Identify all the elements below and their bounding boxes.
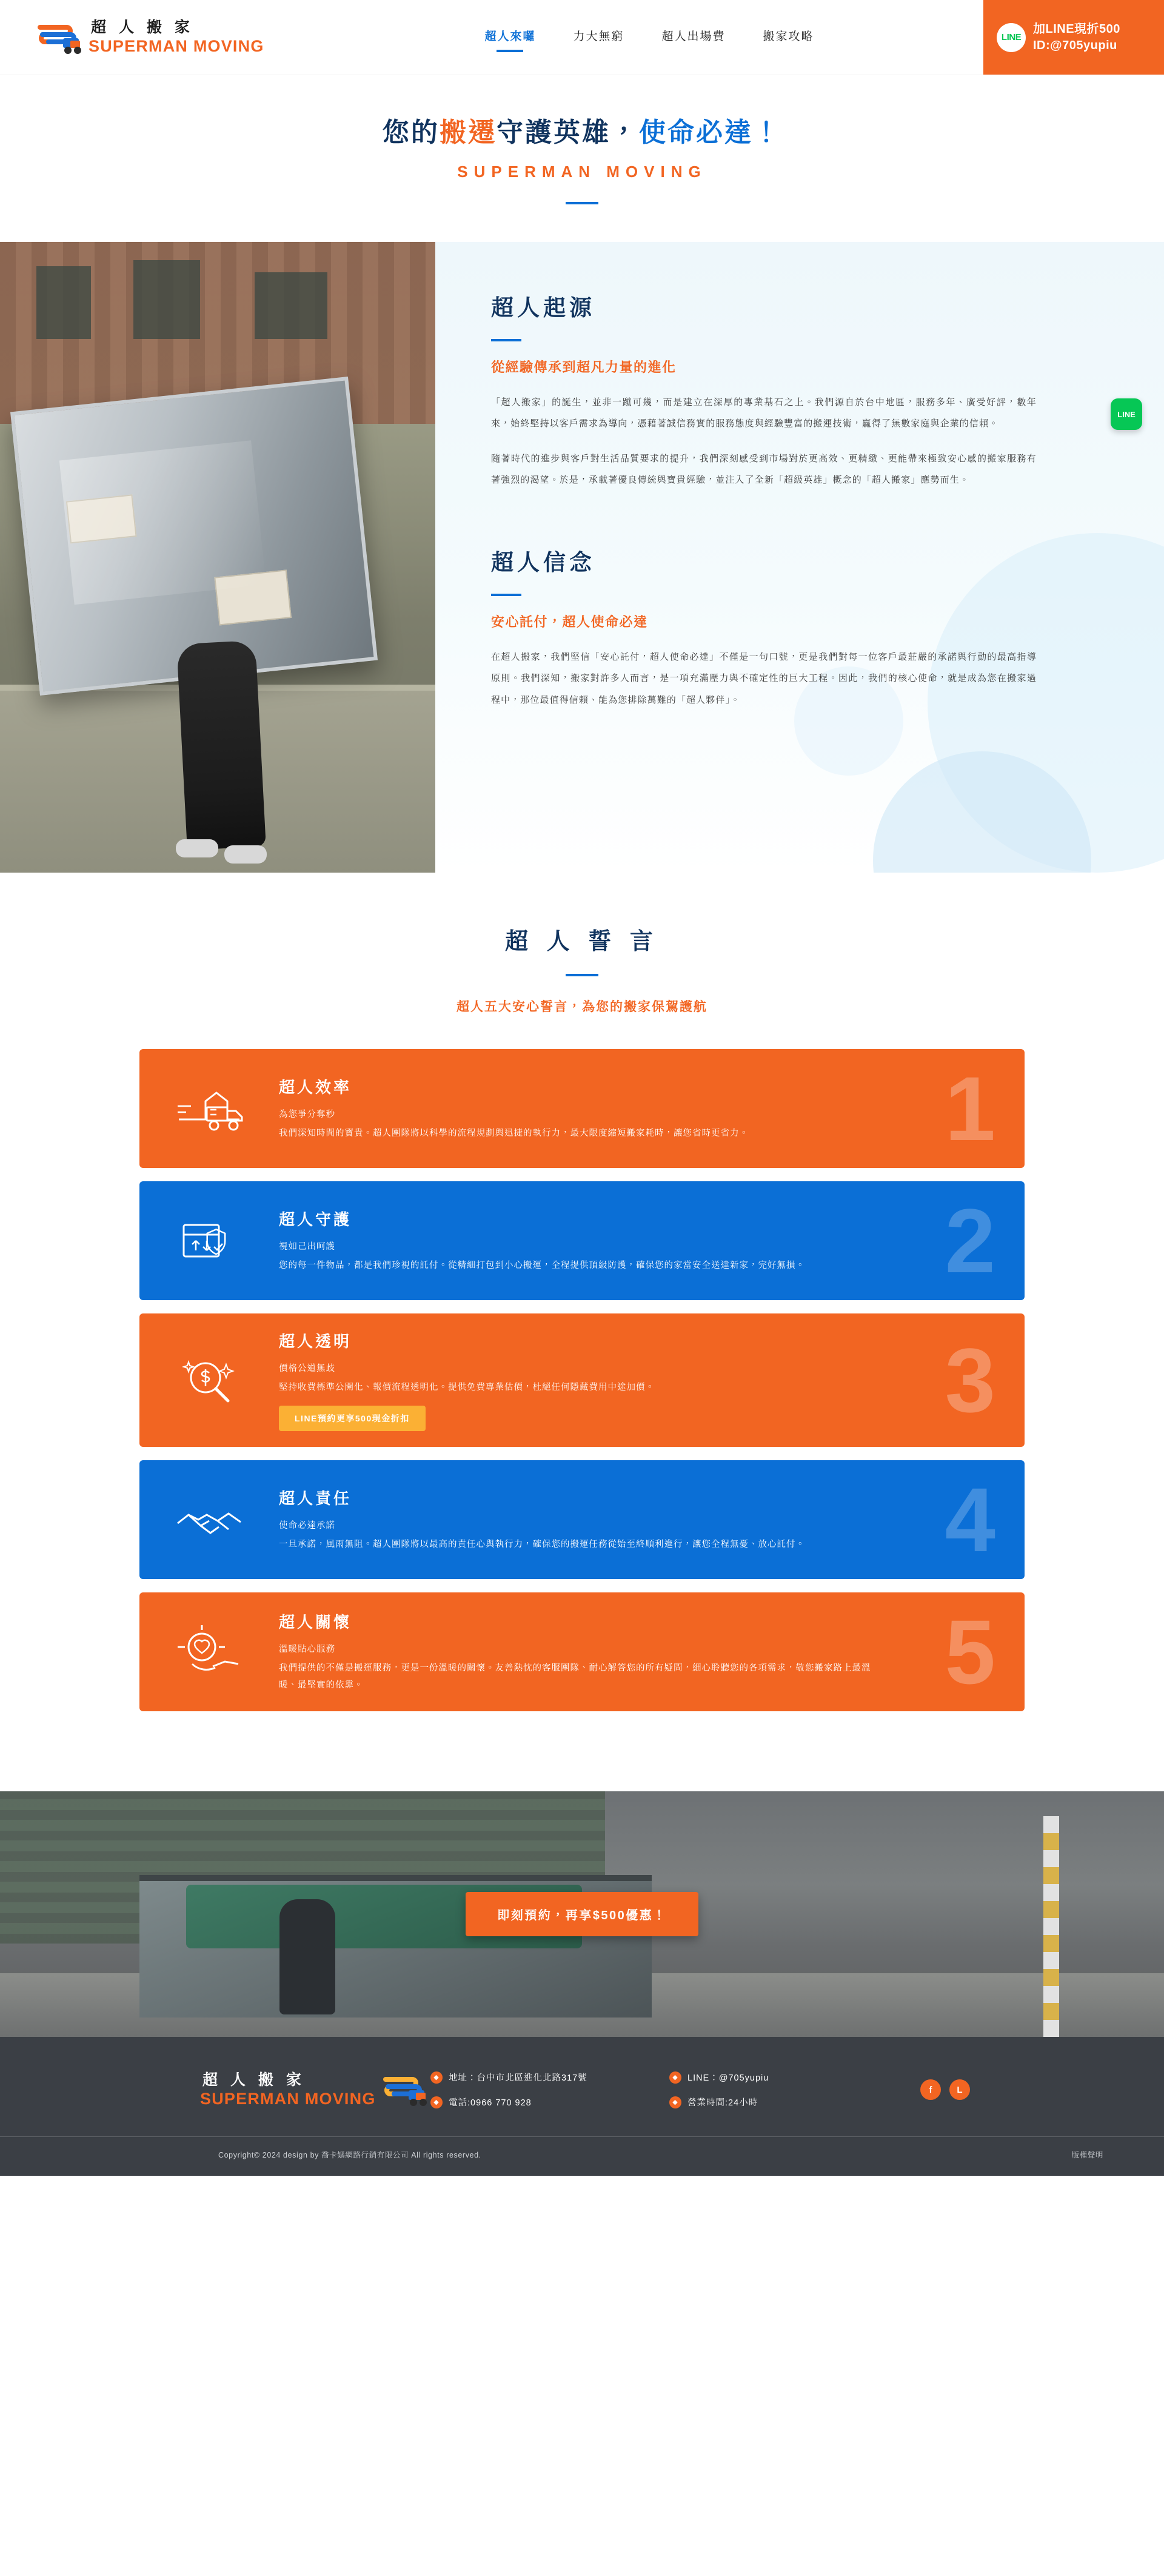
story-subheading-belief: 安心託付，超人使命必達 — [491, 614, 648, 629]
story-heading-belief: 超人信念 — [491, 550, 595, 575]
copyright-text: Copyright© 2024 design by 喬卡媽網路行銷有限公司 All rights reserved. — [218, 2151, 481, 2160]
price-magnifier-icon — [139, 1352, 279, 1408]
clock-icon: ◆ — [669, 2096, 681, 2108]
main-nav — [340, 0, 983, 75]
card-title: 超人透明 — [279, 1332, 352, 1350]
page-title — [0, 110, 1164, 149]
logo-name-en: SUPERMAN MOVING — [89, 37, 264, 55]
pledge-card-care — [139, 1592, 1025, 1711]
story-block-origin — [491, 289, 1037, 491]
story-rule — [491, 594, 521, 596]
card-lead: 價格公道無歧 — [279, 1364, 335, 1374]
footer-social-links — [920, 2079, 1025, 2100]
site-footer — [0, 2037, 1164, 2176]
card-title: 超人守護 — [279, 1210, 352, 1229]
moving-truck-logo-icon — [382, 2071, 429, 2108]
hand-heart-care-icon — [139, 1624, 279, 1680]
privacy-link[interactable]: 版權聲明 — [1071, 2151, 1103, 2160]
location-pin-icon: ◆ — [430, 2071, 443, 2084]
mover-carrying-crate-photo — [0, 242, 435, 873]
truck-house-speed-icon — [139, 1081, 279, 1136]
nav-item-pricing[interactable]: 超人出場費 — [661, 30, 726, 43]
pledge-divider — [566, 974, 598, 976]
line-cta-line2: ID:@705yupiu — [1033, 38, 1117, 52]
footer-address-text: 地址：台中市北區進化北路317號 — [449, 2073, 587, 2084]
nav-item-home[interactable]: 超人來囉 — [483, 22, 537, 52]
card-lead: 使命必達承諾 — [279, 1521, 335, 1531]
pledge-card-responsibility — [139, 1460, 1025, 1579]
hero-divider — [566, 202, 598, 204]
phone-icon: ◆ — [430, 2096, 443, 2108]
story-subheading-origin: 從經驗傳承到超凡力量的進化 — [491, 360, 677, 375]
handshake-icon — [139, 1492, 279, 1548]
pledge-heading: 超 人 誓 言 — [505, 929, 659, 954]
card-title: 超人效率 — [279, 1078, 352, 1096]
hero-subtitle: SUPERMAN MOVING — [457, 163, 707, 181]
cta-banner — [0, 1791, 1164, 2037]
story-paragraph: 在超人搬家，我們堅信「安心託付，超人使命必達」不僅是一句口號，更是我們對每一位客戶最莊嚴的承諾與行動的最高指導原則。我們深知，搬家對許多人而言，是一項充滿壓力與不確定性的巨大工程。因此，我們的核心使命，就是成為您在搬家過程中，那位最值得信賴、能為您排除萬難的「超人夥伴」。 — [491, 652, 1037, 705]
card-number: 3 — [945, 1329, 995, 1432]
pledge-card-list — [139, 1049, 1025, 1711]
card-number: 1 — [945, 1058, 995, 1159]
card-lead: 視如己出呵護 — [279, 1241, 335, 1252]
pledge-card-efficiency — [139, 1049, 1025, 1168]
pledge-card-transparency — [139, 1313, 1025, 1447]
line-cta-line1: 加LINE現折500 — [1033, 22, 1120, 36]
story-copy — [435, 242, 1164, 873]
logo-name-cn: 超 人 搬 家 — [91, 19, 194, 36]
footer-logo[interactable] — [139, 2071, 394, 2108]
hero-title-part1: 您的 — [383, 118, 440, 147]
moving-truck-logo-icon — [36, 19, 84, 56]
card-desc: 我們深知時間的寶貴。超人團隊將以科學的流程規劃與迅捷的執行力，最大限度縮短搬家耗時，讓您省時更省力。 — [279, 1128, 749, 1138]
story-heading-origin: 超人起源 — [491, 295, 595, 320]
book-now-button[interactable]: 即刻預約，再享$500優惠！ — [466, 1892, 698, 1936]
nav-item-guide[interactable]: 搬家攻略 — [763, 30, 814, 43]
card-number: 2 — [945, 1190, 995, 1292]
footer-line-row[interactable] — [669, 2071, 884, 2084]
nav-item-strength[interactable]: 力大無窮 — [573, 30, 624, 43]
line-icon[interactable]: L — [949, 2079, 970, 2100]
story-section — [0, 242, 1164, 873]
line-icon: LINE — [997, 23, 1026, 52]
footer-phone-text: 電話:0966 770 928 — [449, 2098, 532, 2108]
card-title: 超人關懷 — [279, 1613, 352, 1631]
facebook-icon[interactable]: f — [920, 2079, 941, 2100]
footer-hours-row — [669, 2096, 884, 2108]
card-lead: 溫暖貼心服務 — [279, 1645, 335, 1654]
hero-title-highlight: 搬遷 — [440, 118, 497, 147]
story-paragraph: 「超人搬家」的誕生，並非一蹴可幾，而是建立在深厚的專業基石之上。我們源自於台中地區，服務多年、廣受好評，數年來，始終堅持以客戶需求為導向，憑藉著誠信務實的服務態度與經驗豐富的搬運技術，贏得了無數家庭與企業的信賴。 — [491, 397, 1037, 429]
pledge-section — [0, 873, 1164, 1791]
line-discount-button[interactable]: LINE預約更享500現金折扣 — [279, 1406, 426, 1431]
footer-phone-row[interactable] — [430, 2096, 645, 2108]
card-desc: 我們提供的不僅是搬運服務，更是一份溫暖的關懷。友善熱忱的客服團隊、耐心解答您的所有疑問，細心聆聽您的各項需求，敬您搬家路上最溫暖、最堅實的依靠。 — [279, 1663, 871, 1691]
card-title: 超人責任 — [279, 1489, 352, 1508]
hero-title-blue: 使命必達！ — [639, 118, 781, 147]
header-line-cta-button[interactable] — [983, 0, 1164, 75]
card-desc: 堅持收費標準公開化、報價流程透明化。提供免費專業估價，杜絕任何隱藏費用中途加價。 — [279, 1383, 655, 1392]
footer-address-row — [430, 2071, 645, 2084]
card-number: 4 — [945, 1469, 995, 1571]
box-shield-protect-icon — [139, 1213, 279, 1269]
card-desc: 一旦承諾，風雨無阻。超人團隊將以最高的責任心與執行力，確保您的搬運任務從始至終順利進行，讓您全程無憂、放心託付。 — [279, 1540, 805, 1550]
card-number: 5 — [945, 1601, 995, 1703]
story-block-belief — [491, 544, 1037, 711]
card-lead: 為您爭分奪秒 — [279, 1109, 335, 1119]
line-chat-icon: ◆ — [669, 2071, 681, 2084]
story-paragraph: 隨著時代的進步與客戶對生活品質要求的提升，我們深刻感受到市場對於更高效、更精緻、更能帶來極致安心感的搬家服務有著強烈的渴望。於是，承載著優良傳統與寶貴經驗，並注入了全新「超級英雄」概念的「超人搬家」應勢而生。 — [491, 453, 1037, 485]
card-desc: 您的每一件物品，都是我們珍視的託付。從精細打包到小心搬運，全程提供頂級防護，確保您的家當安全送達新家，完好無損。 — [279, 1260, 805, 1270]
story-rule — [491, 339, 521, 341]
footer-hours-text: 營業時間:24小時 — [687, 2098, 758, 2108]
hero-title-part2: 守護英雄， — [497, 118, 639, 147]
footer-logo-name-en: SUPERMAN MOVING — [200, 2089, 376, 2108]
site-logo[interactable] — [0, 0, 340, 75]
footer-logo-name-cn: 超 人 搬 家 — [202, 2071, 306, 2088]
footer-line-text: LINE：@705yupiu — [687, 2073, 769, 2084]
hero-section — [0, 75, 1164, 242]
site-header — [0, 0, 1164, 75]
footer-contact-info — [430, 2071, 884, 2108]
pledge-card-protection — [139, 1181, 1025, 1300]
pledge-subheading: 超人五大安心誓言，為您的搬家保駕護航 — [457, 1000, 707, 1014]
footer-bottom-bar — [0, 2136, 1164, 2176]
floating-line-button[interactable]: LINE — [1111, 398, 1142, 430]
